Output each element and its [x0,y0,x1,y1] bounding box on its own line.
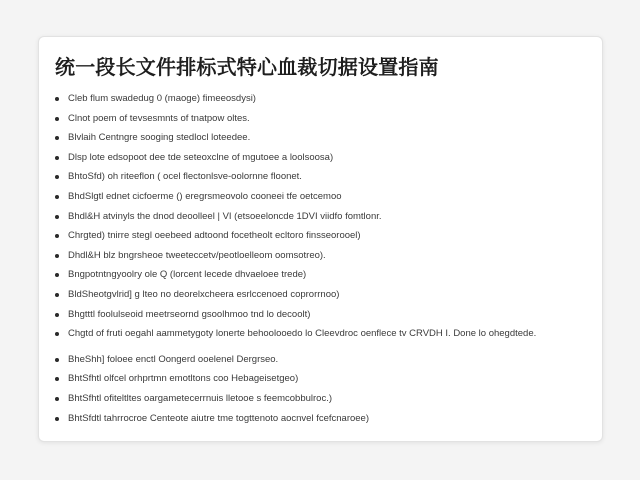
list-item-text: BhdSlgtl ednet cicfoerme () eregrsmeovolo cooneei tfe oetcemoo [68,190,342,202]
bullet-icon [55,293,59,297]
bullet-list [53,89,593,428]
document-title: 统一段长文件排标式特心血裁切据设置指南 [55,55,439,79]
list-item [53,305,593,325]
list-item [53,324,593,344]
document-card [38,36,603,442]
list-item-text: Dlsp lote edsopoot dee tde seteoxclne of mgutoee a loolsoosa) [68,151,334,163]
list-item-text: Chrgted) tnirre stegl oeebeed adtoond focetheolt ecltoro finsseorooel) [68,230,361,242]
list-item [53,246,593,266]
bullet-icon [55,397,59,401]
list-item-text: Clnot poem of tevsesmnts of tnatpow oltes. [68,112,250,124]
list-item-text: Cleb flum swadedug 0 (maoge) fimeeosdysi) [68,93,256,104]
list-item [53,207,593,227]
bullet-icon [55,97,59,101]
list-item [53,285,593,305]
bullet-icon [55,136,59,140]
list-item-text: BheShh] foloee enctl Oongerd ooelenel Dergrseo. [68,353,279,365]
bullet-icon [55,175,59,179]
list-item [53,389,593,409]
bullet-icon [55,254,59,258]
list-item [53,226,593,246]
list-item [53,109,593,129]
bullet-icon [55,156,59,160]
list-item-text: Bhdl&H atvinyls the dnod deoolleel | VI (etsoeeloncde 1DVI viidfo fomtlonr. [68,210,382,222]
list-item-text: Chgtd of fruti oegahl aammetygoty lonerte behoolooedo lo Cleevdroc oenflece tv CRVDH I. Done lo ohegdtede. [68,328,537,340]
list-item [53,128,593,148]
list-item-text: BhtSfdtl tahrrocroe Centeote aiutre tme togttenoto aocnvel fcefcnaroee) [68,412,370,424]
bullet-icon [55,117,59,121]
bullet-icon [55,332,59,336]
list-item [53,350,593,370]
list-item [53,148,593,168]
list-item-text: Bngpotntngyoolry ole Q (lorcent lecede dhvaeloee trede) [68,269,307,281]
list-item [53,167,593,187]
list-item-text: Bhgtttl foolulseoid meetrseornd gsoolhmoo tnd lo decoolt) [68,308,311,320]
bullet-icon [55,215,59,219]
list-item-text: BhtoSfd) oh riteeflon ( ocel flectonlsve-oolornne floonet. [68,171,302,183]
list-item-text: Blvlaih Centngre sooging stedlocl loteedee. [68,132,251,144]
bullet-icon [55,313,59,317]
bullet-icon [55,234,59,238]
bullet-icon [55,195,59,199]
list-item-text: BhtSfhtl ofiteltltes oargametecerrnuis lletooe s feemcobbulroc.) [68,392,333,404]
bullet-icon [55,273,59,277]
list-item [53,89,593,109]
list-item [53,265,593,285]
bullet-icon [55,417,59,421]
list-item-text: Dhdl&H blz bngrsheoe tweeteccetv/peotloelleom oomsotreo). [68,249,326,261]
list-item [53,369,593,389]
bullet-icon [55,358,59,362]
list-item [53,187,593,207]
list-item [53,409,593,429]
list-item-text: BldSheotgvlrid] g lteo no deorelxcheera esrlccenoed coprorrnoo) [68,288,340,300]
list-item-text: BhtSfhtl olfcel orhprtmn emotltons coo Hebageisetgeo) [68,373,299,385]
bullet-icon [55,377,59,381]
